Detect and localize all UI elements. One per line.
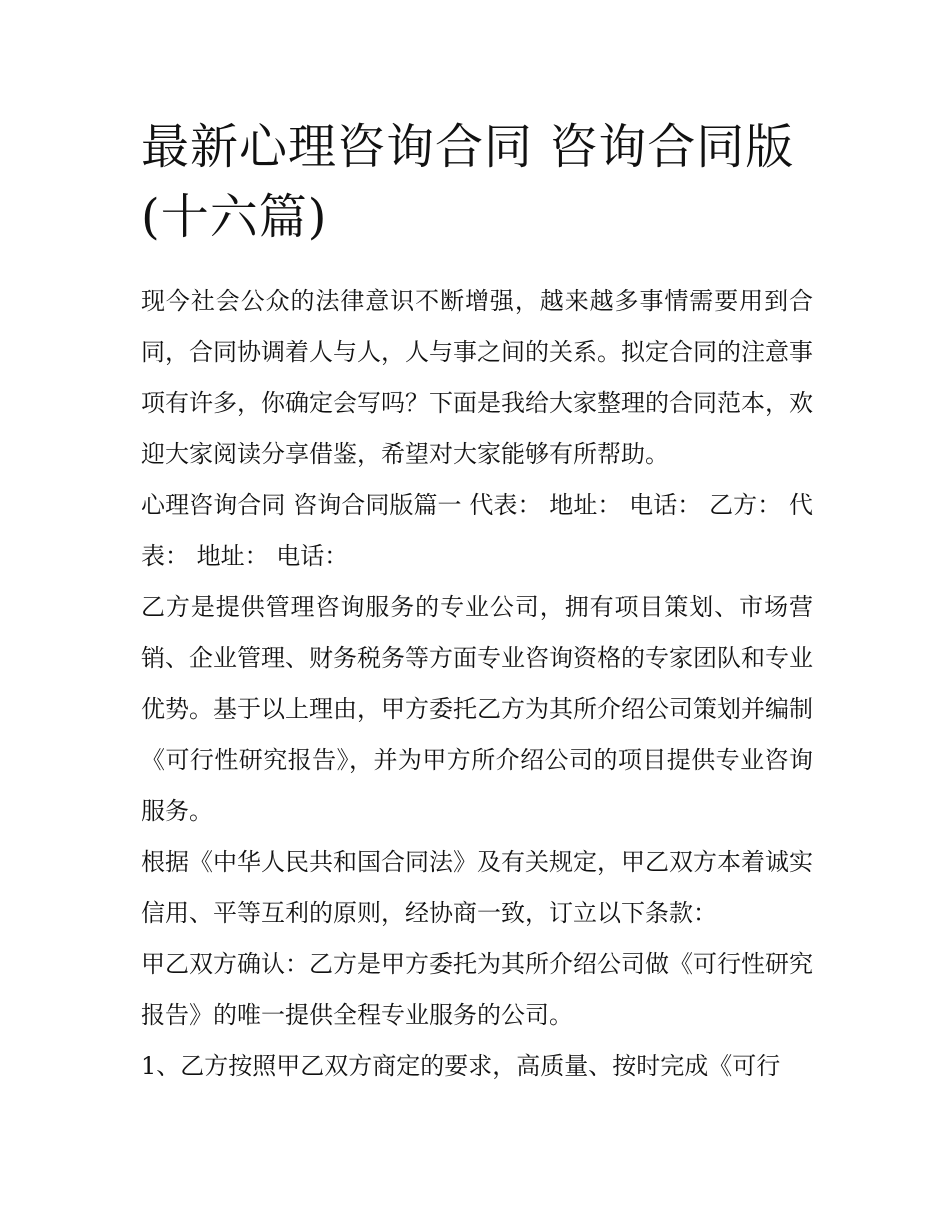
confirmation-paragraph: 甲乙双方确认：乙方是甲方委托为其所介绍公司做《可行性研究报告》的唯一提供全程专业服务的公司。 bbox=[141, 950, 813, 1029]
clause-1-paragraph: 1、乙方按照甲乙双方商定的要求，高质量、按时完成《可行 bbox=[141, 1052, 781, 1080]
intro-paragraph: 现今社会公众的法律意识不断增强，越来越多事情需要用到合同，合同协调着人与人，人与事之间的关系。拟定合同的注意事项有许多，你确定会写吗？下面是我给大家整理的合同范本，欢迎大家阅读分享借鉴，希望对大家能够有所帮助。 bbox=[141, 287, 813, 468]
document-page bbox=[141, 112, 813, 1092]
document-title: 最新心理咨询合同 咨询合同版(十六篇) bbox=[141, 119, 795, 245]
document-body bbox=[141, 276, 813, 1092]
contract-parties-paragraph: 心理咨询合同 咨询合同版篇一 代表： 地址： 电话： 乙方： 代表： 地址： 电话： bbox=[141, 491, 813, 570]
party-b-description-paragraph: 乙方是提供管理咨询服务的专业公司，拥有项目策划、市场营销、企业管理、财务税务等方面专业咨询资格的专家团队和专业优势。基于以上理由，甲方委托乙方为其所介绍公司策划并编制《可行性研究报告》，并为甲方所介绍公司的项目提供专业咨询服务。 bbox=[141, 593, 813, 825]
legal-basis-paragraph: 根据《中华人民共和国合同法》及有关规定，甲乙双方本着诚实信用、平等互利的原则，经协商一致，订立以下条款： bbox=[141, 848, 813, 927]
